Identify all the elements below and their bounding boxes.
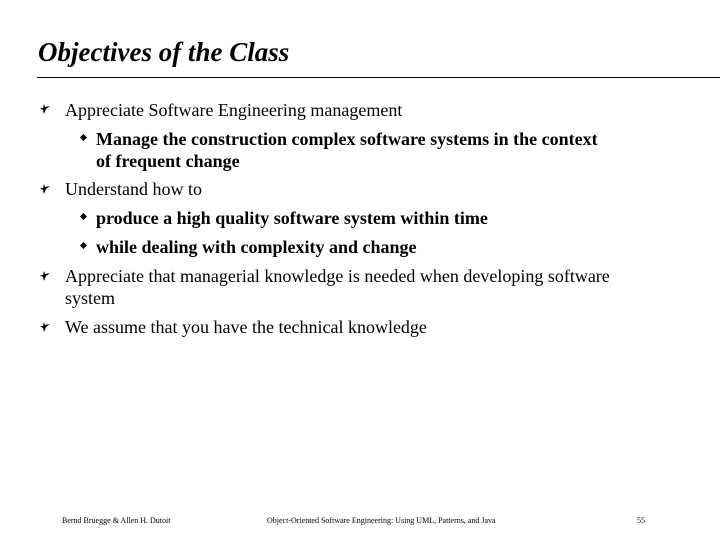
sub-bullet-text-continuation: of frequent change [96,151,240,171]
checkmark-bullet-icon [39,183,51,195]
page-number: 55 [637,516,645,525]
sub-bullet-text: Manage the construction complex software systems in the context [96,129,598,149]
checkmark-bullet-icon [39,270,51,282]
bullet-item-text: Appreciate Software Engineering management [65,100,403,120]
title-divider [37,77,720,78]
bullet-item-text: We assume that you have the technical knowledge [65,317,427,337]
sub-bullet-text: produce a high quality software system within time [96,208,488,228]
checkmark-bullet-icon [39,103,51,115]
footer-authors: Bernd Bruegge & Allen H. Dutoit [62,516,171,525]
bullet-item-text-continuation: system [65,288,116,308]
checkmark-bullet-icon [39,321,51,333]
slide-title: Objectives of the Class [38,37,290,67]
bullet-item-text: Understand how to [65,179,202,199]
diamond-bullet-icon [80,242,87,249]
sub-bullet-text: while dealing with complexity and change [96,237,417,257]
diamond-bullet-icon [80,134,87,141]
diamond-bullet-icon [80,213,87,220]
bullet-item-text: Appreciate that managerial knowledge is needed when developing software [65,266,610,286]
footer-book-title: Object-Oriented Software Engineering: Using UML, Patterns, and Java [267,516,496,525]
